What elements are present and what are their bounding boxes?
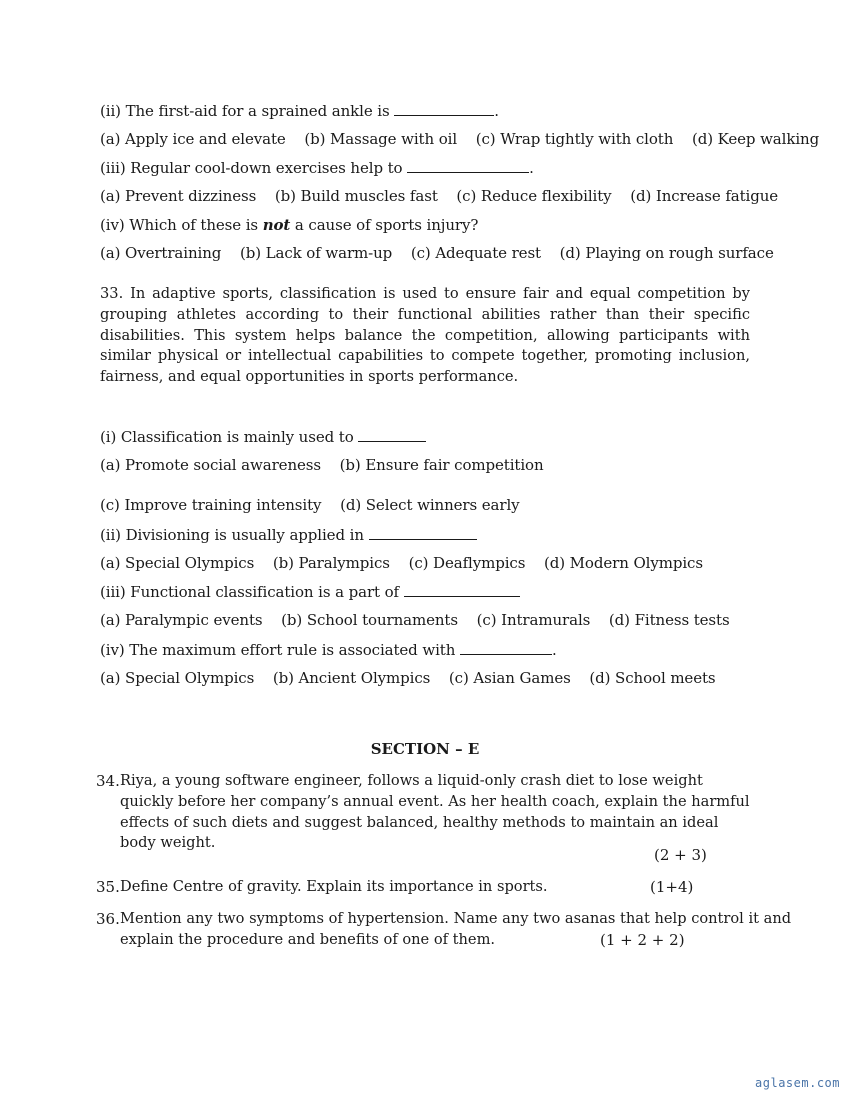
answer-blank [358, 427, 426, 442]
q32-iii-options [100, 187, 778, 205]
option-d: (d) Increase fatigue [630, 187, 779, 205]
option-b: (b) Ensure fair competition [339, 456, 544, 474]
q33-iii-stem: (iii) Functional classification is a part of [100, 582, 520, 601]
q32-ii-stem: (ii) The first-aid for a sprained ankle is . [100, 102, 499, 120]
q33-iv-options [100, 669, 716, 687]
option-d: (d) Select winners early [340, 496, 520, 514]
option-c: (c) Asian Games [448, 669, 571, 687]
option-a: (a) Special Olympics [100, 669, 255, 687]
q35-marks: (1+4) [650, 878, 694, 896]
option-d: (d) Keep walking [691, 130, 820, 148]
option-a: (a) Promote social awareness [100, 456, 321, 474]
q32-iv-stem: (iv) Which of these is not a cause of sports injury? [100, 216, 479, 234]
option-d: (d) School meets [589, 669, 716, 687]
option-b: (b) Massage with oil [304, 130, 458, 148]
q32-iii-stem: (iii) Regular cool-down exercises help to . [100, 159, 534, 177]
option-a: (a) Prevent dizziness [100, 187, 257, 205]
option-a: (a) Special Olympics [100, 554, 255, 572]
answer-blank [404, 582, 520, 597]
answer-blank [369, 525, 477, 540]
q36-line-2: explain the procedure and benefits of one of them. [120, 930, 496, 948]
option-b: (b) Paralympics [272, 554, 390, 572]
watermark-link[interactable]: aglasem.com [755, 1076, 840, 1090]
option-c: (c) Wrap tightly with cloth [475, 130, 674, 148]
option-b: (b) School tournaments [281, 611, 458, 629]
option-d: (d) Modern Olympics [544, 554, 703, 572]
section-e-heading: SECTION – E [370, 740, 480, 758]
option-b: (b) Build muscles fast [274, 187, 438, 205]
option-a: (a) Overtraining [100, 244, 222, 262]
option-c: (c) Adequate rest [410, 244, 541, 262]
option-c: (c) Reduce flexibility [456, 187, 612, 205]
option-d: (d) Fitness tests [608, 611, 730, 629]
q32-iv-options [100, 244, 774, 262]
q34-marks: (2 + 3) [654, 846, 707, 864]
option-c: (c) Improve training intensity [100, 496, 322, 514]
q35-number: 35. [96, 878, 120, 896]
q33-i-options-row2 [100, 496, 520, 514]
q33-passage: 33. In adaptive sports, classification is used to ensure fair and equal competition by grouping athletes according to their functional abilities rather than their specific disabilities. This system helps balance the competition, allowing participants with similar physical or intellectual capabilities to compete together, promoting inclusion, fairness, and equal opportunities in sports performance. [100, 285, 750, 386]
q35-text: Define Centre of gravity. Explain its importance in sports. [120, 878, 548, 895]
q36-line-1: Mention any two symptoms of hypertension. Name any two asanas that help control it and [120, 910, 792, 927]
q33-ii-options [100, 554, 703, 572]
q32-ii-options [100, 130, 819, 148]
q33-i-options-row1 [100, 456, 544, 474]
q33-i-stem: (i) Classification is mainly used to [100, 427, 426, 446]
option-c: (c) Deaflympics [408, 554, 526, 572]
q36-marks: (1 + 2 + 2) [600, 931, 685, 949]
option-a: (a) Paralympic events [100, 611, 263, 629]
q33-iv-stem: (iv) The maximum effort rule is associated with . [100, 641, 557, 659]
q33-ii-stem: (ii) Divisioning is usually applied in [100, 525, 477, 544]
option-c: (c) Intramurals [476, 611, 591, 629]
option-d: (d) Playing on rough surface [559, 244, 774, 262]
q36-number: 36. [96, 910, 120, 928]
answer-blank [407, 158, 529, 173]
emphasis-not: not [262, 216, 291, 234]
q34-number: 34. [96, 772, 120, 790]
option-a: (a) Apply ice and elevate [100, 130, 286, 148]
answer-blank [460, 640, 552, 655]
q34-text: Riya, a young software engineer, follows a liquid-only crash diet to lose weight quickly before her company’s annual event. As her health coach, explain the harmful effects of such diets and suggest balanced, healthy methods to maintain an ideal body weight. [120, 772, 750, 852]
q33-iii-options [100, 611, 730, 629]
option-b: (b) Ancient Olympics [272, 669, 431, 687]
option-b: (b) Lack of warm-up [239, 244, 393, 262]
answer-blank [394, 101, 494, 116]
